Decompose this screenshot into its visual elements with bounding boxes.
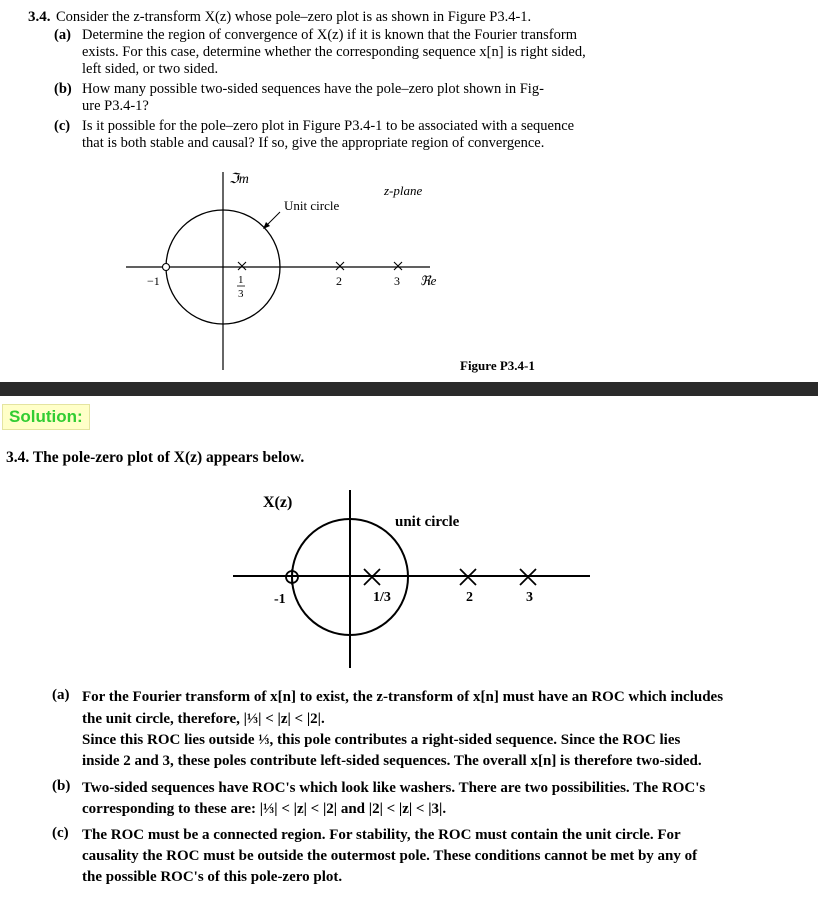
answer-a-label: (a) (52, 687, 70, 703)
part-b-label: (b) (54, 81, 72, 97)
pole-marker-one-third (238, 262, 246, 270)
answer-a-line-3: Since this ROC lies outside ⅓, this pole contributes a right-sided sequence. Since the ROC lies (82, 732, 681, 748)
part-b-line-2: ure P3.4-1? (82, 98, 149, 114)
problem-intro: Consider the z-transform X(z) whose pole–zero plot is as shown in Figure P3.4-1. (56, 9, 532, 25)
answer-b-line-1: Two-sided sequences have ROC's which look like washers. There are two possibilities. The ROC's (82, 780, 706, 796)
re-label: ℜe (420, 273, 437, 288)
section-divider (0, 382, 818, 396)
solution-badge: Solution: (2, 404, 90, 430)
figure-caption: Figure P3.4-1 (460, 358, 535, 373)
answer-b-line-2: corresponding to these are: |⅓| < |z| < |2| and |2| < |z| < |3|. (82, 801, 447, 817)
figure-title: X(z) (263, 494, 293, 511)
answer-c-line-1: The ROC must be a connected region. For stability, the ROC must contain the unit circle. For (82, 827, 681, 843)
zero-marker (163, 264, 170, 271)
part-b-line-1: How many possible two-sided sequences have the pole–zero plot shown in Fig- (82, 81, 544, 97)
unit-circle-label: Unit circle (284, 198, 340, 213)
pole-marker-three (394, 262, 402, 270)
zero-label: -1 (274, 592, 286, 607)
problem-section (0, 0, 818, 380)
part-c-line-1: Is it possible for the pole–zero plot in Figure P3.4-1 to be associated with a sequence (82, 118, 575, 134)
problem-number: 3.4. (28, 9, 51, 25)
pole-label-three: 3 (526, 590, 533, 605)
zero-label: −1 (147, 274, 160, 288)
pole-label-three: 3 (394, 274, 400, 288)
im-label: ℑm (229, 172, 249, 187)
pole-label-one-third-num: 1 (238, 274, 244, 286)
answer-c-line-3: the possible ROC's of this pole-zero plot. (82, 869, 343, 885)
part-a-line-2: exists. For this case, determine whether the corresponding sequence x[n] is right sided, (82, 44, 586, 60)
pole-label-one-third-den: 3 (238, 288, 244, 300)
pole-label-two: 2 (336, 274, 342, 288)
answer-a-line-2: the unit circle, therefore, |⅓| < |z| < |2|. (82, 711, 325, 727)
solution-heading: 3.4. The pole-zero plot of X(z) appears below. (6, 449, 305, 466)
part-a-line-1: Determine the region of convergence of X(z) if it is known that the Fourier transform (82, 27, 577, 43)
solution-pole-zero-figure (0, 480, 818, 670)
pole-label-two: 2 (466, 590, 473, 605)
pole-zero-figure-p3-4-1 (0, 0, 818, 380)
part-a-line-3: left sided, or two sided. (82, 61, 219, 77)
answer-b-label: (b) (52, 778, 71, 794)
part-c-line-2: that is both stable and causal? If so, give the appropriate region of convergence. (82, 135, 545, 151)
answer-a-line-1: For the Fourier transform of x[n] to exist, the z-transform of x[n] must have an ROC which includes (82, 689, 724, 705)
unit-circle-label: unit circle (395, 514, 460, 530)
pole-label-one-third: 1/3 (373, 590, 391, 605)
answer-c-label: (c) (52, 825, 69, 841)
answer-c-line-2: causality the ROC must be outside the outermost pole. These conditions cannot be met by any of (82, 848, 698, 864)
part-a-label: (a) (54, 27, 71, 43)
part-c-label: (c) (54, 118, 71, 134)
pole-marker-two (336, 262, 344, 270)
answer-a-line-4: inside 2 and 3, these poles contribute left-sided sequences. The overall x[n] is therefore two-sided. (82, 753, 702, 769)
z-plane-label: z-plane (384, 183, 423, 198)
